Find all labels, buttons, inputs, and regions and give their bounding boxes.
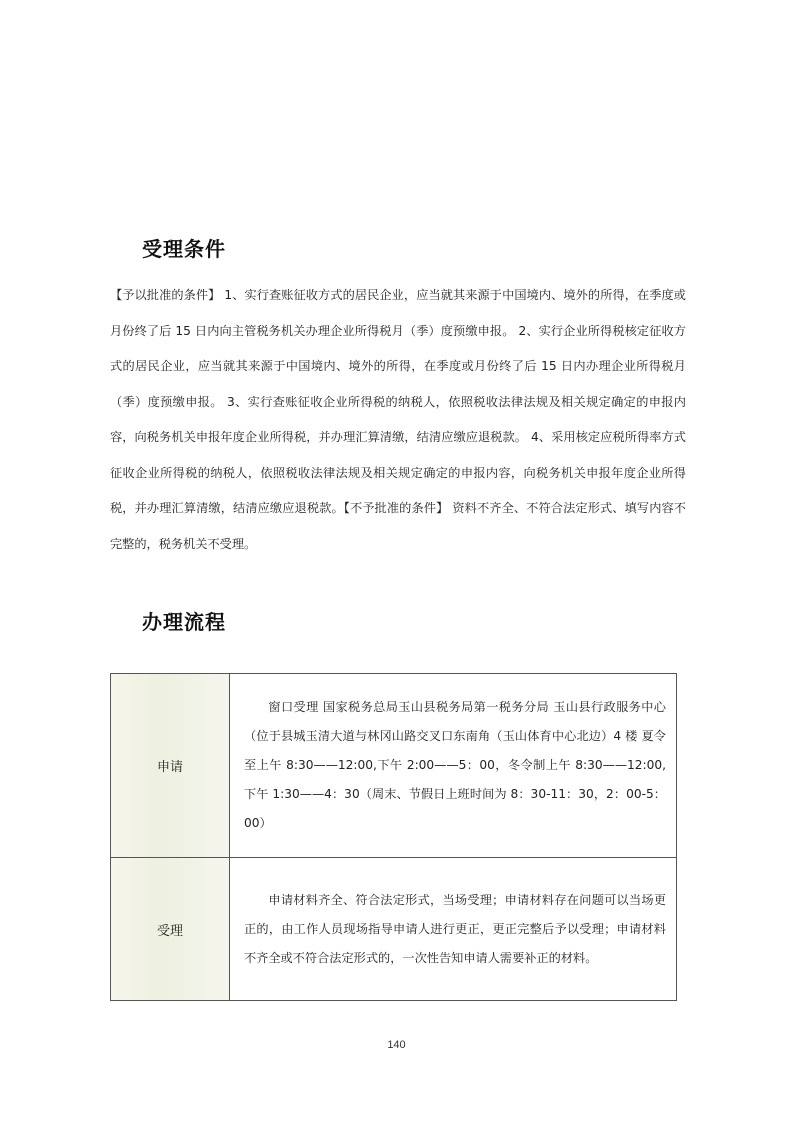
row-label-cell xyxy=(111,858,230,1001)
approve-conditions-text: 1、实行查账征收方式的居民企业，应当就其来源于中国境内、境外的所得，在季度或月份终了后 15 日内向主管税务机关办理企业所得税月（季）度预缴申报。 2、实行企业所得税核定征收方式的居民企业，应当就其来源于中国境内、境外的所得，在季度或月份终了后 15 日内办理企业所得税月（季）度预缴申报。 3、实行查账征收企业所得税的纳税人，依照税收法律法规及相关规定确定的申报内容，向税务机关申报年度企业所得税，并办理汇算清缴，结清应缴应退税款。 4、采用核定应税所得率方式征收企业所得税的纳税人，依照税收法律法规及相关规定确定的申报内容，向税务机关申报年度企业所得税，并办理汇算清缴，结清应缴应退税款。 xyxy=(110,288,686,515)
table-row xyxy=(111,858,677,1001)
process-flow-table xyxy=(110,673,677,1001)
row-label-apply: 申请 xyxy=(156,760,183,775)
row-label-cell xyxy=(111,674,230,858)
table-row xyxy=(111,674,677,858)
row-content-cell xyxy=(230,858,677,1001)
reject-conditions-text: 资料不齐全、不符合法定形式、填写内容不完整的，税务机关不受理。 xyxy=(110,501,686,551)
approve-conditions-label: 【予以批准的条件】 xyxy=(110,288,221,302)
page-number: 140 xyxy=(387,1039,406,1051)
row-content-apply: 窗口受理 国家税务总局玉山县税务局第一税务分局 玉山县行政服务中心（位于县城玉清大道与林冈山路交叉口东南角（玉山体育中心北边）4 楼 夏令至上午 8:30——12:00,下午 2:00——5：00，冬令制上午 8:30——12:00,下午 1:30——4：30（周末、节假日上班时间为 8：30-11：30，2：00-5：00） xyxy=(244,700,666,830)
section-heading-acceptance-conditions: 受理条件 xyxy=(142,237,226,261)
section-heading-process-flow: 办理流程 xyxy=(142,610,226,634)
acceptance-conditions-paragraph xyxy=(110,278,686,562)
row-label-accept: 受理 xyxy=(156,923,183,939)
reject-conditions-label: 【不予批准的条件】 xyxy=(343,501,449,515)
row-content-accept: 申请材料齐全、符合法定形式，当场受理；申请材料存在问题可以当场更正的，由工作人员现场指导申请人进行更正，更正完整后予以受理；申请材料不齐全或不符合法定形式的，一次性告知申请人需要补正的材料。 xyxy=(244,892,666,965)
row-content-cell xyxy=(230,674,677,858)
